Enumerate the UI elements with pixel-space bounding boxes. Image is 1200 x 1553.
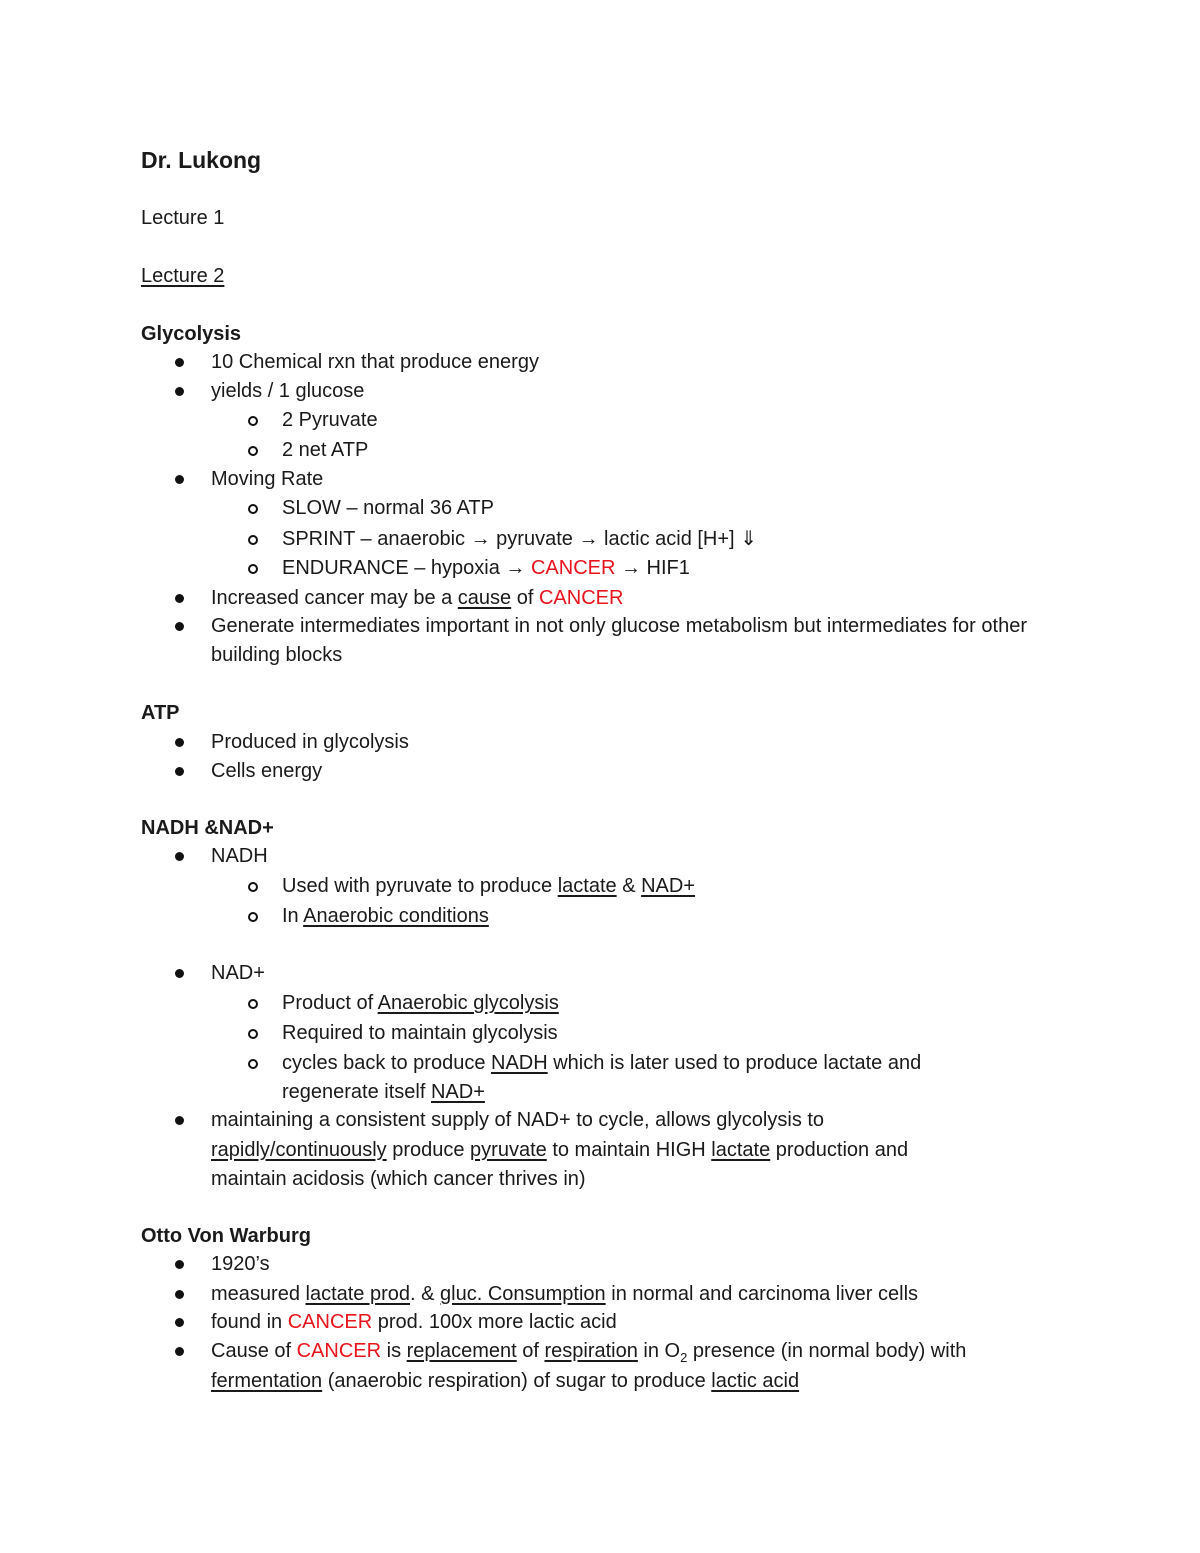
bullet-text: production and [770, 1139, 909, 1161]
nad-sub-cycles-line2 [282, 1079, 485, 1105]
glycolysis-bullet-1: 10 Chemical rxn that produce energy [211, 351, 539, 373]
warburg-bullet-2 [211, 1281, 918, 1307]
warburg-bullet-4-line2 [211, 1368, 799, 1394]
bullet-icon [175, 1347, 184, 1356]
glycolysis-sub-sprint [282, 526, 757, 552]
subscript-two: 2 [680, 1350, 688, 1365]
bullet-icon [175, 358, 184, 367]
glycolysis-bullet-3: Moving Rate [211, 468, 324, 490]
bullet-icon [175, 594, 184, 603]
bullet-text: regenerate itself [282, 1081, 431, 1103]
atp-heading: ATP [141, 702, 180, 724]
bullet-icon [175, 1116, 184, 1125]
glycolysis-bullet-4 [211, 585, 623, 611]
underlined-term: pyruvate [470, 1139, 547, 1161]
underlined-term: rapidly/continuously [211, 1139, 387, 1161]
bullet-text: of [516, 1340, 545, 1362]
bullet-text: Increased cancer may be a [211, 587, 458, 609]
bullet-text: presence (in normal body) with [687, 1340, 967, 1362]
underlined-term: fermentation [211, 1370, 323, 1392]
glycolysis-bullet-2: yields / 1 glucose [211, 380, 365, 402]
atp-bullet-2: Cells energy [211, 760, 323, 782]
underlined-term: NAD+ [430, 1081, 485, 1103]
nadh-bullet-3-line3: maintain acidosis (which cancer thrives in) [211, 1168, 586, 1190]
bullet-text: Used with pyruvate to produce [282, 875, 558, 897]
underlined-term: lactate [711, 1139, 771, 1161]
bullet-text: which is later used to produce lactate and [547, 1052, 922, 1074]
lecture-1-label: Lecture 1 [141, 207, 225, 229]
bullet-icon [175, 1260, 184, 1269]
bullet-text: cycles back to produce [282, 1052, 491, 1074]
lecture-2-label: Lecture 2 [141, 265, 225, 287]
bullet-icon [175, 1318, 184, 1327]
atp-bullet-1: Produced in glycolysis [211, 731, 409, 753]
underlined-term: lactate prod [305, 1283, 411, 1305]
sub-bullet-icon [248, 912, 258, 922]
nadh-sub-anaerobic [282, 903, 489, 929]
bullet-text: in normal and carcinoma liver cells [605, 1283, 919, 1305]
sub-bullet-icon [248, 504, 258, 514]
endurance-text: ENDURANCE – hypoxia [282, 557, 506, 579]
nad-sub-cycles-line1 [282, 1050, 921, 1076]
bullet-icon [175, 622, 184, 631]
underlined-term: lactic acid [711, 1370, 800, 1392]
glycolysis-sub-slow: SLOW – normal 36 ATP [282, 497, 494, 519]
sub-bullet-icon [248, 535, 258, 545]
glycolysis-bullet-5: Generate intermediates important in not only glucose metabolism but intermediates for other building blocks [211, 615, 1027, 666]
document-title: Dr. Lukong [141, 147, 262, 173]
sub-bullet-icon [248, 416, 258, 426]
sprint-text: SPRINT – anaerobic [282, 528, 471, 550]
nadh-bullet-3-line2 [211, 1137, 908, 1163]
nadh-bullet-2: NAD+ [211, 962, 265, 984]
bullet-text: Cause of [211, 1340, 297, 1362]
bullet-icon [175, 1290, 184, 1299]
bullet-text: prod. 100x more lactic acid [372, 1311, 617, 1333]
sub-bullet-icon [248, 1059, 258, 1069]
bullet-text: produce [386, 1139, 471, 1161]
underlined-term: lactate [557, 875, 617, 897]
glycolysis-sub-net-atp: 2 net ATP [282, 439, 369, 461]
arrow-right-icon: → [578, 528, 599, 550]
underlined-term: Anaerobic conditions [303, 905, 489, 927]
bullet-text: (anaerobic respiration) of sugar to produce [322, 1370, 712, 1392]
sub-bullet-icon [248, 446, 258, 456]
nadh-bullet-1: NADH [211, 845, 268, 867]
underlined-term: Anaerobic glycolysis [377, 992, 559, 1014]
nadh-sub-used-with [282, 873, 695, 899]
sub-bullet-icon [248, 1029, 258, 1039]
underlined-term: replacement [406, 1340, 517, 1362]
warburg-bullet-1: 1920’s [211, 1253, 270, 1275]
glycolysis-sub-pyruvate: 2 Pyruvate [282, 409, 378, 431]
warburg-bullet-4-line1 [211, 1338, 966, 1371]
underlined-term: gluc. Consumption [440, 1283, 606, 1305]
bullet-text: & [616, 875, 642, 897]
bullet-text: to maintain HIGH [546, 1139, 712, 1161]
sprint-text: pyruvate [490, 528, 579, 550]
underlined-term: NAD+ [641, 875, 695, 897]
bullet-icon [175, 387, 184, 396]
nadh-heading: NADH &NAD+ [141, 817, 274, 839]
bullet-text: in O [637, 1340, 681, 1362]
bullet-text: of [511, 587, 539, 609]
bullet-text: . & [410, 1283, 441, 1305]
bullet-icon [175, 852, 184, 861]
endurance-text: HIF1 [641, 557, 690, 579]
underlined-term: NADH [491, 1052, 548, 1074]
warburg-bullet-3 [211, 1309, 617, 1335]
warburg-heading: Otto Von Warburg [141, 1225, 311, 1247]
nadh-bullet-3-line1: maintaining a consistent supply of NAD+ to cycle, allows glycolysis to [211, 1109, 825, 1131]
sub-bullet-icon [248, 999, 258, 1009]
glycolysis-sub-endurance [282, 555, 690, 581]
cancer-highlight: CANCER [287, 1311, 373, 1333]
bullet-text: measured [211, 1283, 306, 1305]
bullet-icon [175, 475, 184, 484]
bullet-icon [175, 738, 184, 747]
cancer-highlight: CANCER [538, 587, 624, 609]
arrow-right-icon: → [505, 557, 526, 579]
nad-sub-product [282, 990, 559, 1016]
cancer-highlight: CANCER [296, 1340, 382, 1362]
arrow-right-icon: → [470, 528, 491, 550]
bullet-text: is [381, 1340, 407, 1362]
glycolysis-heading: Glycolysis [141, 323, 242, 345]
underlined-term: respiration [544, 1340, 638, 1362]
bullet-icon [175, 767, 184, 776]
bullet-text: In [282, 905, 304, 927]
arrow-right-icon: → [621, 557, 641, 579]
sub-bullet-icon [248, 564, 258, 574]
sub-bullet-icon [248, 882, 258, 892]
sprint-text: lactic acid [H+] ⇓ [598, 528, 757, 550]
underlined-term: cause [457, 587, 512, 609]
bullet-text: Product of [282, 992, 378, 1014]
cancer-highlight: CANCER [525, 557, 621, 579]
nad-sub-required: Required to maintain glycolysis [282, 1022, 558, 1044]
bullet-icon [175, 969, 184, 978]
bullet-text: found in [211, 1311, 288, 1333]
